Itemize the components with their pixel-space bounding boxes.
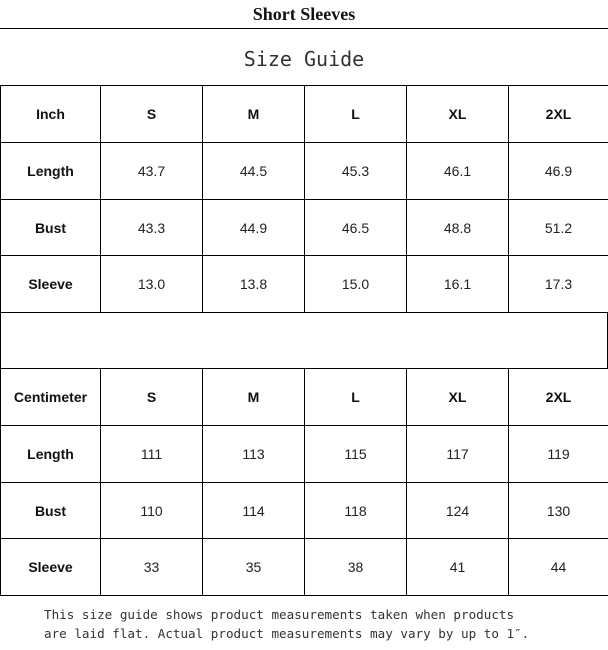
size-header: XL (407, 86, 509, 143)
size-header: M (203, 86, 305, 143)
row-label: Sleeve (1, 539, 101, 596)
row-label: Sleeve (1, 256, 101, 313)
centimeter-size-table (0, 368, 608, 596)
table-divider-band (0, 312, 608, 368)
size-header: 2XL (509, 86, 608, 143)
measurement-cell: 115 (305, 426, 407, 483)
size-header: L (305, 86, 407, 143)
disclaimer-line: This size guide shows product measurements taken when products (44, 607, 515, 622)
measurement-cell: 48.8 (407, 200, 509, 256)
table-row (1, 539, 608, 596)
measurement-cell: 38 (305, 539, 407, 596)
measurement-cell: 114 (203, 483, 305, 539)
table-row (1, 200, 608, 256)
measurement-cell: 118 (305, 483, 407, 539)
table-row (1, 483, 608, 539)
measurement-cell: 13.0 (101, 256, 203, 313)
measurement-cell: 117 (407, 426, 509, 483)
measurement-cell: 46.1 (407, 143, 509, 200)
measurement-cell: 44 (509, 539, 608, 596)
table-header-row (1, 369, 608, 426)
measurement-cell: 111 (101, 426, 203, 483)
row-label: Bust (1, 483, 101, 539)
measurement-cell: 15.0 (305, 256, 407, 313)
row-label: Bust (1, 200, 101, 256)
measurement-cell: 41 (407, 539, 509, 596)
measurement-cell: 46.9 (509, 143, 608, 200)
measurement-cell: 110 (101, 483, 203, 539)
measurement-cell: 33 (101, 539, 203, 596)
measurement-cell: 35 (203, 539, 305, 596)
size-header: S (101, 369, 203, 426)
measurement-disclaimer (44, 605, 604, 643)
size-header: M (203, 369, 305, 426)
row-label: Length (1, 426, 101, 483)
row-label: Length (1, 143, 101, 200)
inch-size-table (0, 85, 608, 313)
table-row (1, 426, 608, 483)
size-header: 2XL (509, 369, 608, 426)
unit-label: Centimeter (1, 369, 101, 426)
measurement-cell: 45.3 (305, 143, 407, 200)
unit-label: Inch (1, 86, 101, 143)
measurement-cell: 44.9 (203, 200, 305, 256)
disclaimer-line: are laid flat. Actual product measurements may vary by up to 1″. (44, 626, 530, 641)
measurement-cell: 113 (203, 426, 305, 483)
table-row (1, 256, 608, 313)
measurement-cell: 13.8 (203, 256, 305, 313)
measurement-cell: 17.3 (509, 256, 608, 313)
measurement-cell: 43.7 (101, 143, 203, 200)
size-header: L (305, 369, 407, 426)
table-row (1, 143, 608, 200)
measurement-cell: 44.5 (203, 143, 305, 200)
measurement-cell: 46.5 (305, 200, 407, 256)
measurement-cell: 51.2 (509, 200, 608, 256)
size-guide-heading: Size Guide (243, 47, 365, 71)
measurement-cell: 16.1 (407, 256, 509, 313)
measurement-cell: 130 (509, 483, 608, 539)
measurement-cell: 119 (509, 426, 608, 483)
size-header: S (101, 86, 203, 143)
table-header-row (1, 86, 608, 143)
size-header: XL (407, 369, 509, 426)
page-title: Short Sleeves (0, 0, 608, 29)
measurement-cell: 43.3 (101, 200, 203, 256)
measurement-cell: 124 (407, 483, 509, 539)
